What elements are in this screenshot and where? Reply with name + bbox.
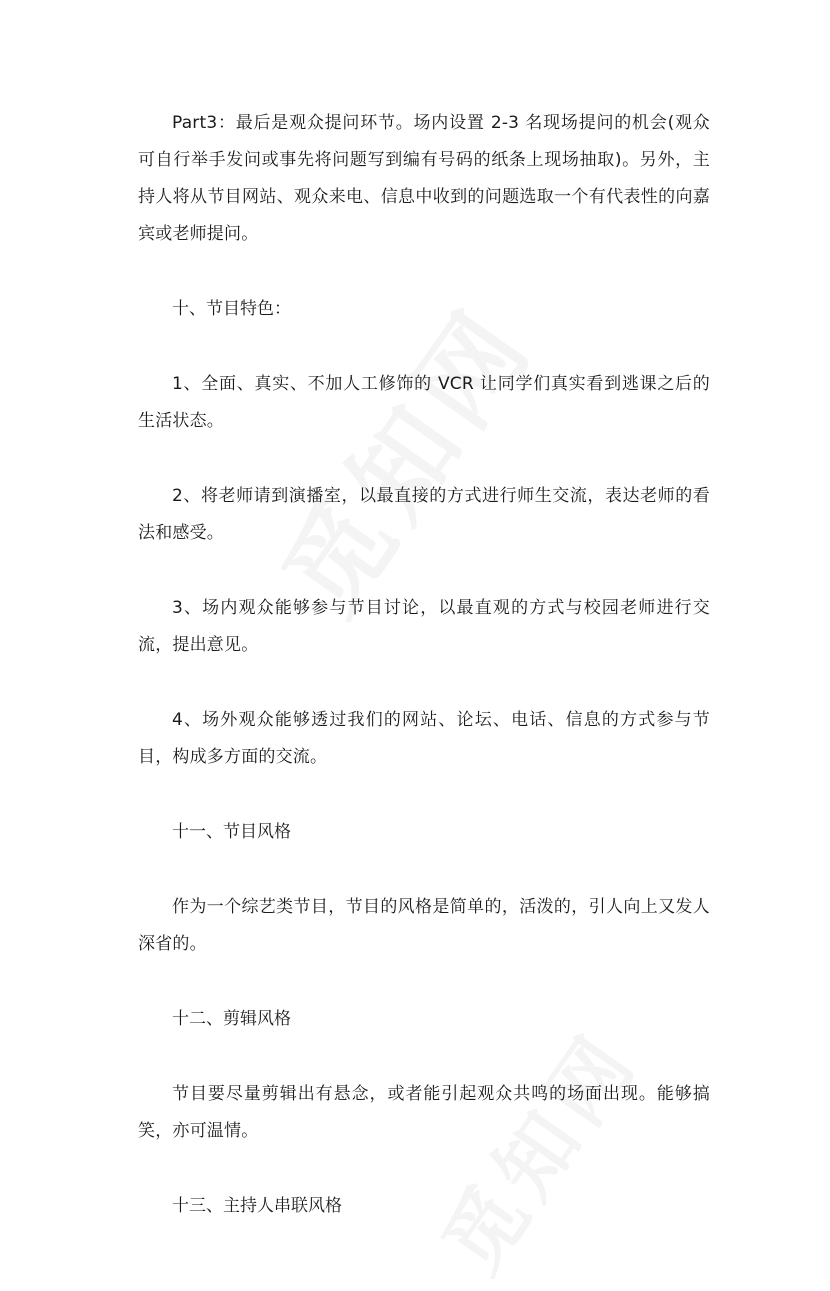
paragraph-part3: Part3：最后是观众提问环节。场内设置 2-3 名现场提问的机会(观众可自行举手发问或事先将问题写到编有号码的纸条上现场抽取)。另外，主持人将从节目网站、观众来电、信息中收到的问题选取一个有代表性的向嘉宾或老师提问。 xyxy=(138,113,710,244)
section-heading-10: 十、节目特色： xyxy=(172,299,291,319)
section-heading-13: 十三、主持人串联风格 xyxy=(172,1196,342,1216)
feature-item-4: 4、场外观众能够透过我们的网站、论坛、电话、信息的方式参与节目，构成多方面的交流。 xyxy=(138,710,710,767)
paragraph-program-style: 作为一个综艺类节目，节目的风格是简单的，活泼的，引人向上又发人深省的。 xyxy=(138,897,710,954)
section-heading-12: 十二、剪辑风格 xyxy=(172,1009,291,1029)
feature-item-3: 3、场内观众能够参与节目讨论，以最直观的方式与校园老师进行交流，提出意见。 xyxy=(138,598,710,655)
document-body xyxy=(138,105,710,1263)
paragraph-editing-style: 节目要尽量剪辑出有悬念，或者能引起观众共鸣的场面出现。能够搞笑，亦可温情。 xyxy=(138,1084,710,1141)
feature-item-2: 2、将老师请到演播室，以最直接的方式进行师生交流，表达老师的看法和感受。 xyxy=(138,486,710,543)
feature-item-1: 1、全面、真实、不加人工修饰的 VCR 让同学们真实看到逃课之后的生活状态。 xyxy=(138,374,710,431)
section-heading-11: 十一、节目风格 xyxy=(172,822,291,842)
